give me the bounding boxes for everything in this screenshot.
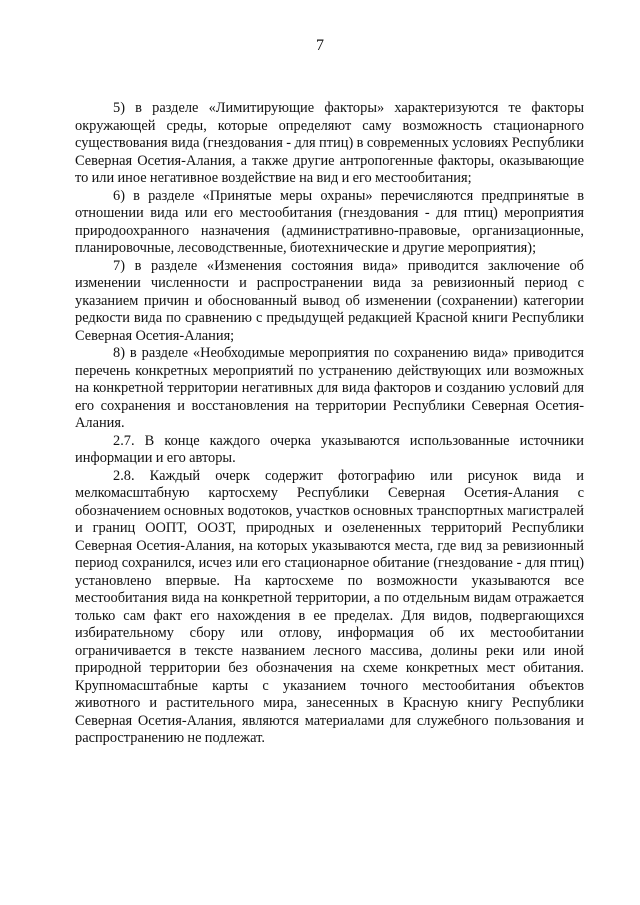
paragraph-photos-and-maps: 2.8. Каждый очерк содержит фотографию или рисунок вида и мелкомасштабную картосхему Республики Северная Осетия-Алания с обозначением основных водотоков, участков основных транспортных магистралей и границ ООПТ, ООЗТ, природных и озелененных территорий Республики Северная Осетия-Алания, на которых указываются места, где вид за ревизионный период сохранился, исчез или его стационарное обитание (гнездование - для птиц) установлено впервые. На картосхеме по возможности указываются все местообитания вида на конкретной территории, а по отдельным видам отражается только сам факт его нахождения в ее пределах. Для видов, подвергающихся избирательному сбору или отлову, информация об их местообитании ограничивается в тексте названием лесного массива, долины реки или иной природной территории без обозначения на схеме конкретных мест обитания. Крупномасштабные карты с указанием точного местообитания объектов животного и растительного мира, занесенных в Красную книгу Республики Северная Осетия-Алания, являются материалами для служебного пользования и распространению не подлежат. <box>75 467 584 746</box>
paragraph-protection-measures: 6) в разделе «Принятые меры охраны» перечисляются предпринятые в отношении вида или его местообитания (гнездования - для птиц) мероприятия природоохранного назначения (административно-правовые, организационные, планировочные, лесоводственные, биотехнические и другие мероприятия); <box>75 187 584 256</box>
document-body <box>75 100 584 748</box>
page-number: 7 <box>316 37 324 54</box>
paragraph-status-changes: 7) в разделе «Изменения состояния вида» приводится заключение об изменении численности и распространении вида за ревизионный период с указанием причин и обоснованный вывод об изменении (сохранении) категории редкости вида по сравнению с предыдущей редакцией Красной книги Республики Северная Осетия-Алания; <box>75 257 584 344</box>
paragraph-sources-authors: 2.7. В конце каждого очерка указываются использованные источники информации и его авторы. <box>75 432 584 466</box>
paragraph-limiting-factors: 5) в разделе «Лимитирующие факторы» характеризуются те факторы окружающей среды, которые определяют саму возможность стационарного существования вида (гнездования - для птиц) в современных условиях Республики Северная Осетия-Алания, а также другие антропогенные факторы, оказывающие то или иное негативное воздействие на вид и его местообитания; <box>75 100 584 186</box>
paragraph-conservation-measures: 8) в разделе «Необходимые мероприятия по сохранению вида» приводится перечень конкретных мероприятий по устранению действующих или возможных на конкретной территории негативных для вида факторов и созданию условий для его сохранения и восстановления на территории Республики Северная Осетия-Алания. <box>75 345 584 431</box>
